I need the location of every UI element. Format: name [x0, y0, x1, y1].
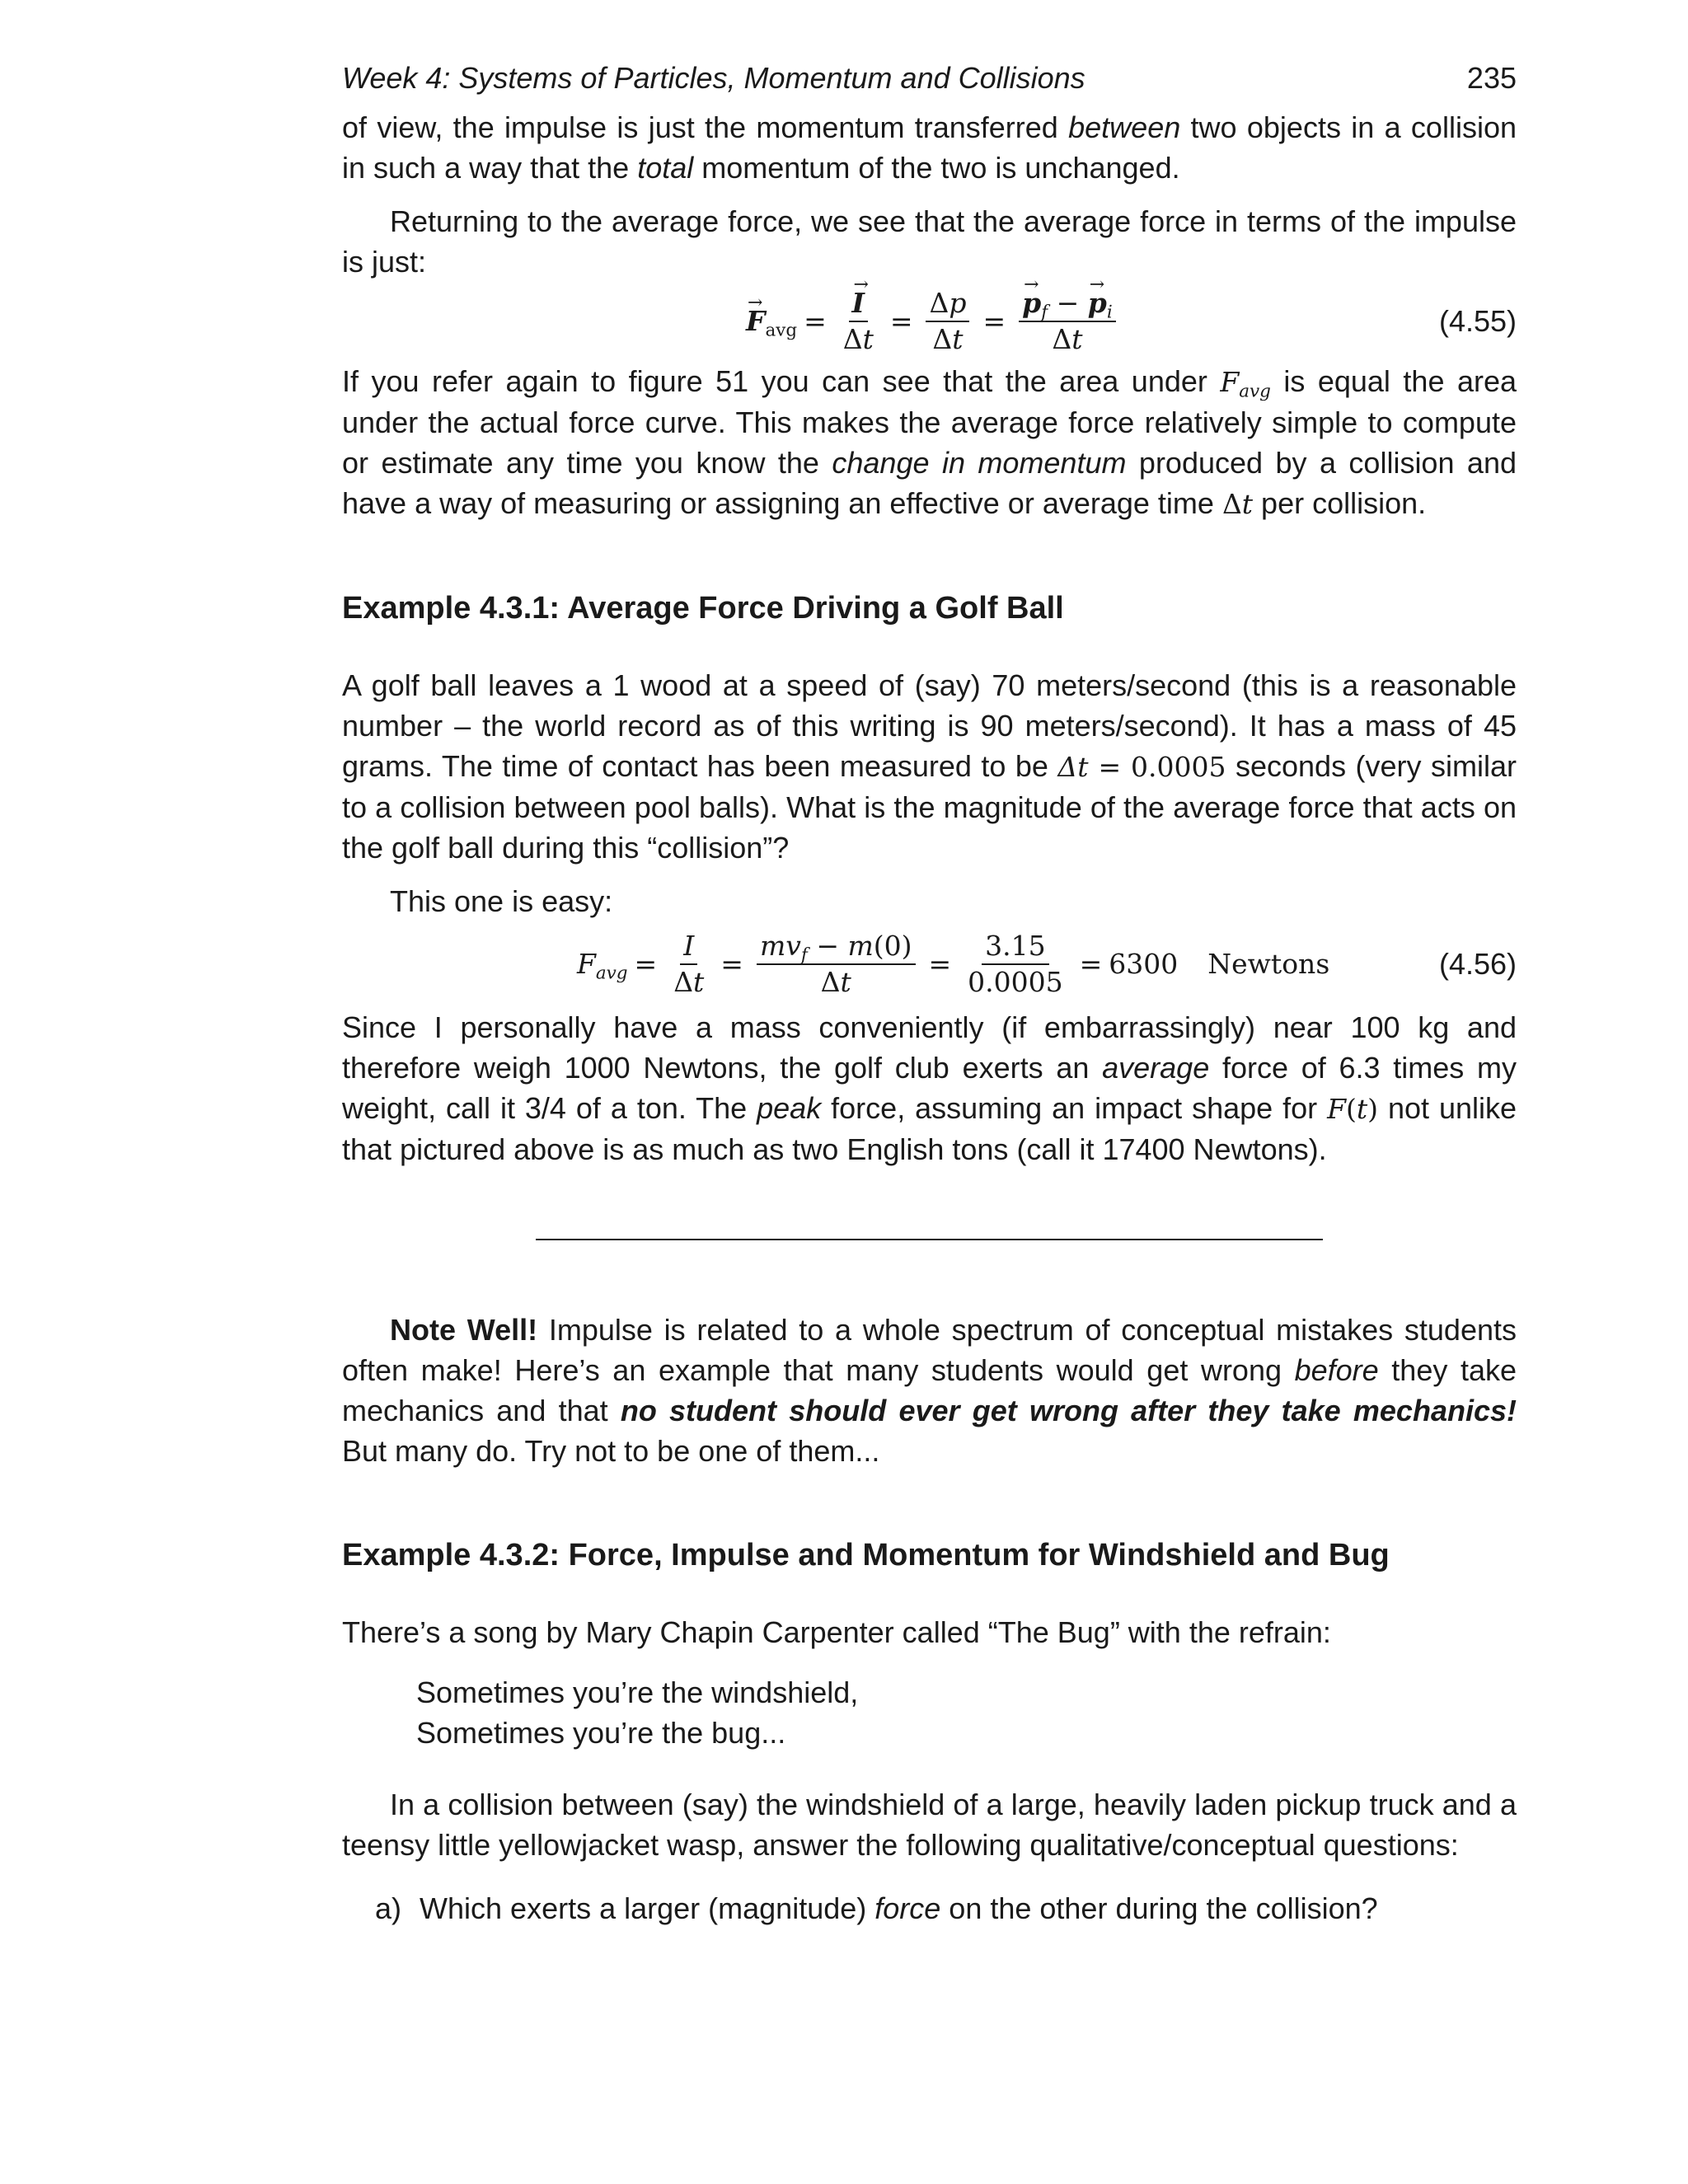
paragraph-easy: This one is easy:	[390, 884, 613, 918]
equation-4-56: $F_{avg}$ = $\frac{I}{\Delta t}$ = $\frac{mv_f - m(0)}{\Delta t}$ = $\frac{3.15}{0.0005}$ = 6300 Newtons (4.56)	[577, 930, 1517, 998]
quote-line: Sometimes you’re the windshield,	[416, 1675, 859, 1709]
paragraph-impulse-transfer: of view, the impulse is just the momentum transferred between two objects in a collision in such a way that the total momentum of the two is unchanged.	[342, 110, 1517, 185]
quote-line: Sometimes you’re the bug...	[416, 1716, 786, 1750]
equation-4-55: → $F_{avg}$ = → $\frac{I}{\Delta t}$ = $\frac{\Delta p}{\Delta t}$ = → $\frac{p_f - \to p_i}{\Delta t}$ (4.55)	[342, 282, 1517, 361]
paragraph-golf-problem: A golf ball leaves a 1 wood at a speed of (say) 70 meters/second (this is a reasonable number – the world record as of this writing is 90 meters/second). It has a mass of 45 grams. The time of contact has been measured to be Δt = 0.0005 seconds (very similar to a collision between pool balls). What is the magnitude of the average force that acts on the golf ball during this “collision”?	[342, 668, 1517, 865]
list-item: a) Which exerts a larger (magnitude) force on the other during the collision?	[375, 1891, 1378, 1925]
running-header	[342, 58, 1517, 107]
header-title: Week 4: Systems of Particles, Momentum and Collisions	[342, 61, 1085, 95]
example-heading: Example 4.3.2: Force, Impulse and Momentum for Windshield and Bug	[342, 1538, 1390, 1572]
note-well-paragraph: Note Well! Impulse is related to a whole spectrum of conceptual mistakes students often make! Here’s an example that many students would get wrong before they take mechanics and that no student should ever get wrong after they take mechanics! But many do. Try not to be one of them...	[342, 1313, 1517, 1468]
list-item-label: a)	[375, 1891, 402, 1925]
paragraph-golf-conclusion: Since I personally have a mass conveniently (if embarrassingly) near 100 kg and therefore weigh 1000 Newtons, the golf club exerts an average force of 6.3 times my weight, call it 3/4 of a ton. The peak force, assuming an impact shape for F(t) not unlike that pictured above is as much as two English tons (call it 17400 Newtons).	[342, 1010, 1517, 1166]
paragraph-area-under-curve: If you refer again to figure 51 you can see that the area under $F_{avg}$ is equal the area under the actual force curve. This makes the average force relatively simple to compute or estimate any time you know the change in momentum produced by a collision and have a way of measuring or assigning an effective or average time Δt per collision.	[342, 364, 1517, 520]
song-quote	[342, 1672, 1517, 1753]
example-heading: Example 4.3.1: Average Force Driving a Golf Ball	[342, 591, 1064, 626]
page-number: 235	[1466, 61, 1517, 95]
paragraph-average-force-intro: Returning to the average force, we see that the average force in terms of the impulse is just:	[342, 204, 1517, 279]
page	[342, 58, 1517, 1929]
equation-number: (4.56)	[1438, 947, 1517, 981]
paragraph-collision-questions: In a collision between (say) the windshield of a large, heavily laden pickup truck and a teensy little yellowjacket wasp, answer the following qualitative/conceptual questions:	[342, 1788, 1517, 1862]
paragraph-song: There’s a song by Mary Chapin Carpenter called “The Bug” with the refrain:	[342, 1615, 1331, 1649]
equation-number: (4.55)	[1438, 304, 1517, 338]
